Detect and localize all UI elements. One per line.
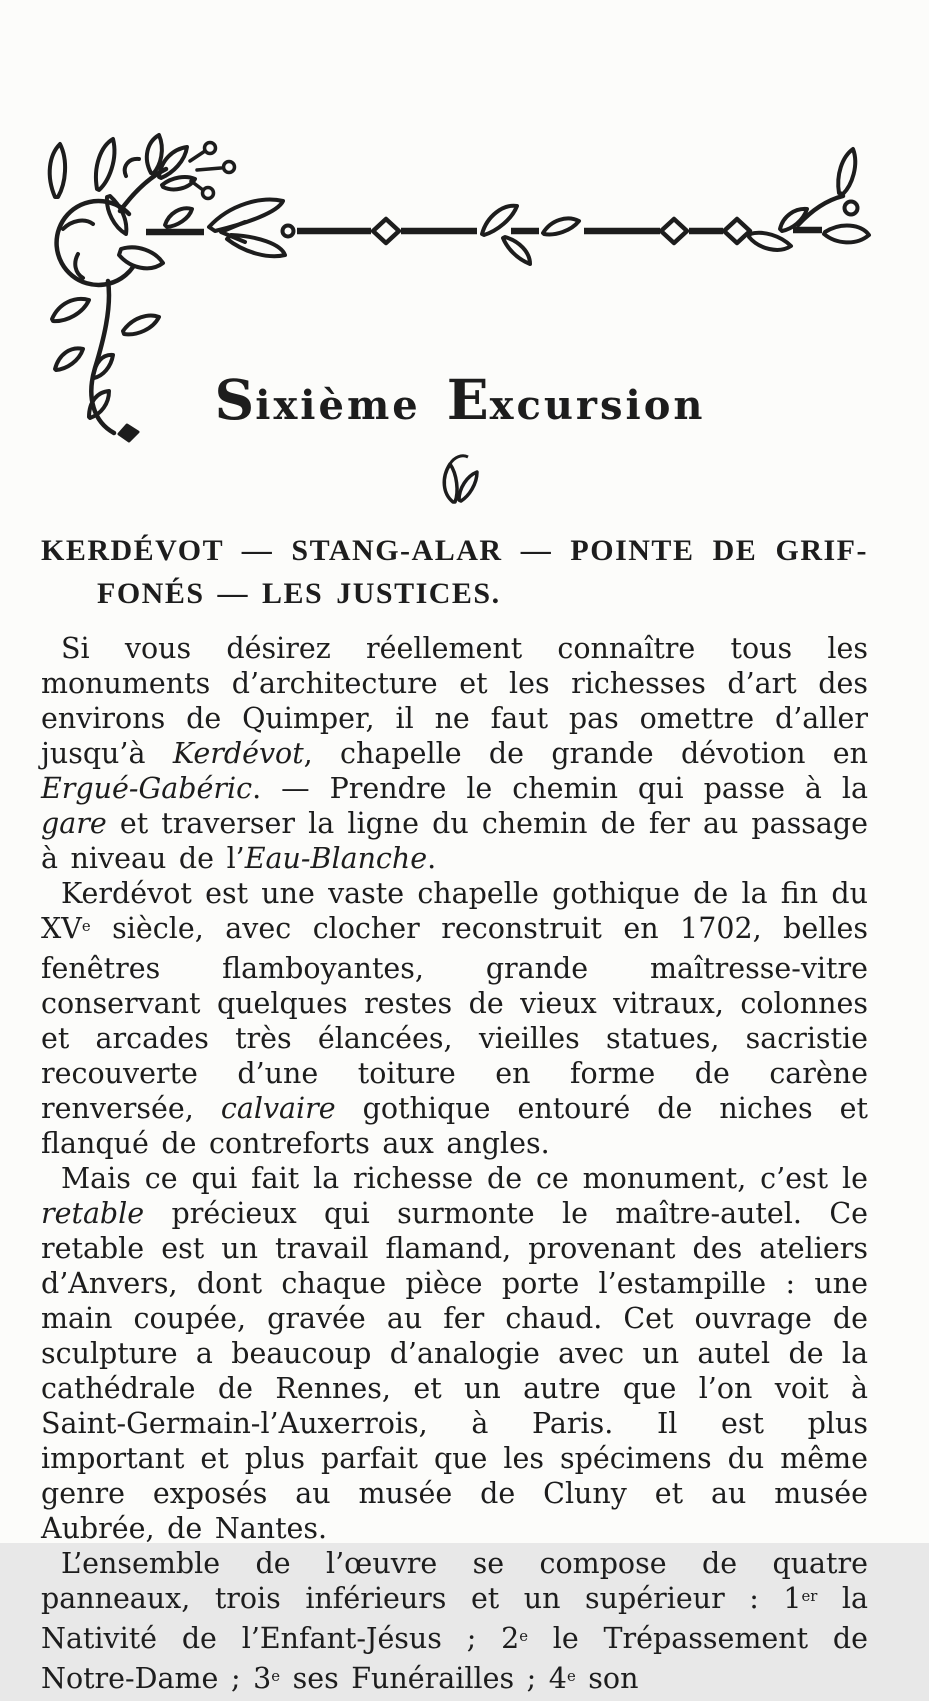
route-heading-line1: KERDÉVOT — STANG-ALAR — POINTE DE GRIF- — [41, 534, 868, 567]
title-text: xcursion — [489, 382, 706, 429]
rule-leaves — [482, 149, 869, 264]
title-initial-s: S — [214, 367, 256, 432]
right-bud-icon — [845, 202, 858, 215]
route-heading — [41, 529, 868, 615]
title-initial-e: E — [446, 367, 490, 432]
leaf-divider-icon — [434, 452, 482, 504]
body-paragraph-2: Kerdévot est une vaste chapelle gothique de la fin du XVe siècle, avec clocher reconstruit en 1702, belles fenêtres flamboyantes, grande maîtresse-vitre conservant quelques restes de vieux vitraux, colonnes et arcades très élancées, vieilles statues, sacristie recouverte d’une toiture en forme de carène renversée, calvaire gothique entouré de niches et flanqué de contreforts aux angles. — [41, 877, 868, 1160]
route-heading-line2: FONÉS — LES JUSTICES. — [97, 577, 501, 610]
body-paragraph-1: Si vous désirez réellement connaître tous les monuments d’architecture et les richesses d’art des environs de Quimper, il ne faut pas omettre d’aller jusqu’à Kerdévot, chapelle de grande dévotion en Ergué-Gabéric. — Prendre le chemin qui passe à la gare et traverser la ligne du chemin de fer au passage à niveau de l’Eau-Blanche. — [41, 632, 869, 875]
body-paragraph-3: Mais ce qui fait la richesse de ce monument, c’est le retable précieux qui surmonte le maître-autel. Ce retable est un travail flamand, provenant des ateliers d’Anvers, dont chaque pièce porte l’estampille : une main coupée, gravée au fer chaud. Cet ouvrage de sculpture a beaucoup d’analogie avec un autel de la cathédrale de Rennes, et un autre que l’on voit à Saint-Germain-l’Auxerrois, à Paris. Il est plus important et plus parfait que les spécimens du même genre exposés au musée de Cluny et au musée Aubrée, de Nantes. — [41, 1162, 868, 1545]
section-title — [0, 367, 920, 432]
body-paragraph-4: L’ensemble de l’œuvre se compose de quatre panneaux, trois inférieurs et un supérieur : 1er la Nativité de l’Enfant-Jésus ; 2e le Trépassement de Notre-Dame ; 3e ses Funérailles ; 4e son — [41, 1547, 868, 1695]
tulip-flower — [209, 200, 294, 257]
page-content — [41, 529, 868, 1701]
title-text: ixième — [255, 382, 421, 429]
